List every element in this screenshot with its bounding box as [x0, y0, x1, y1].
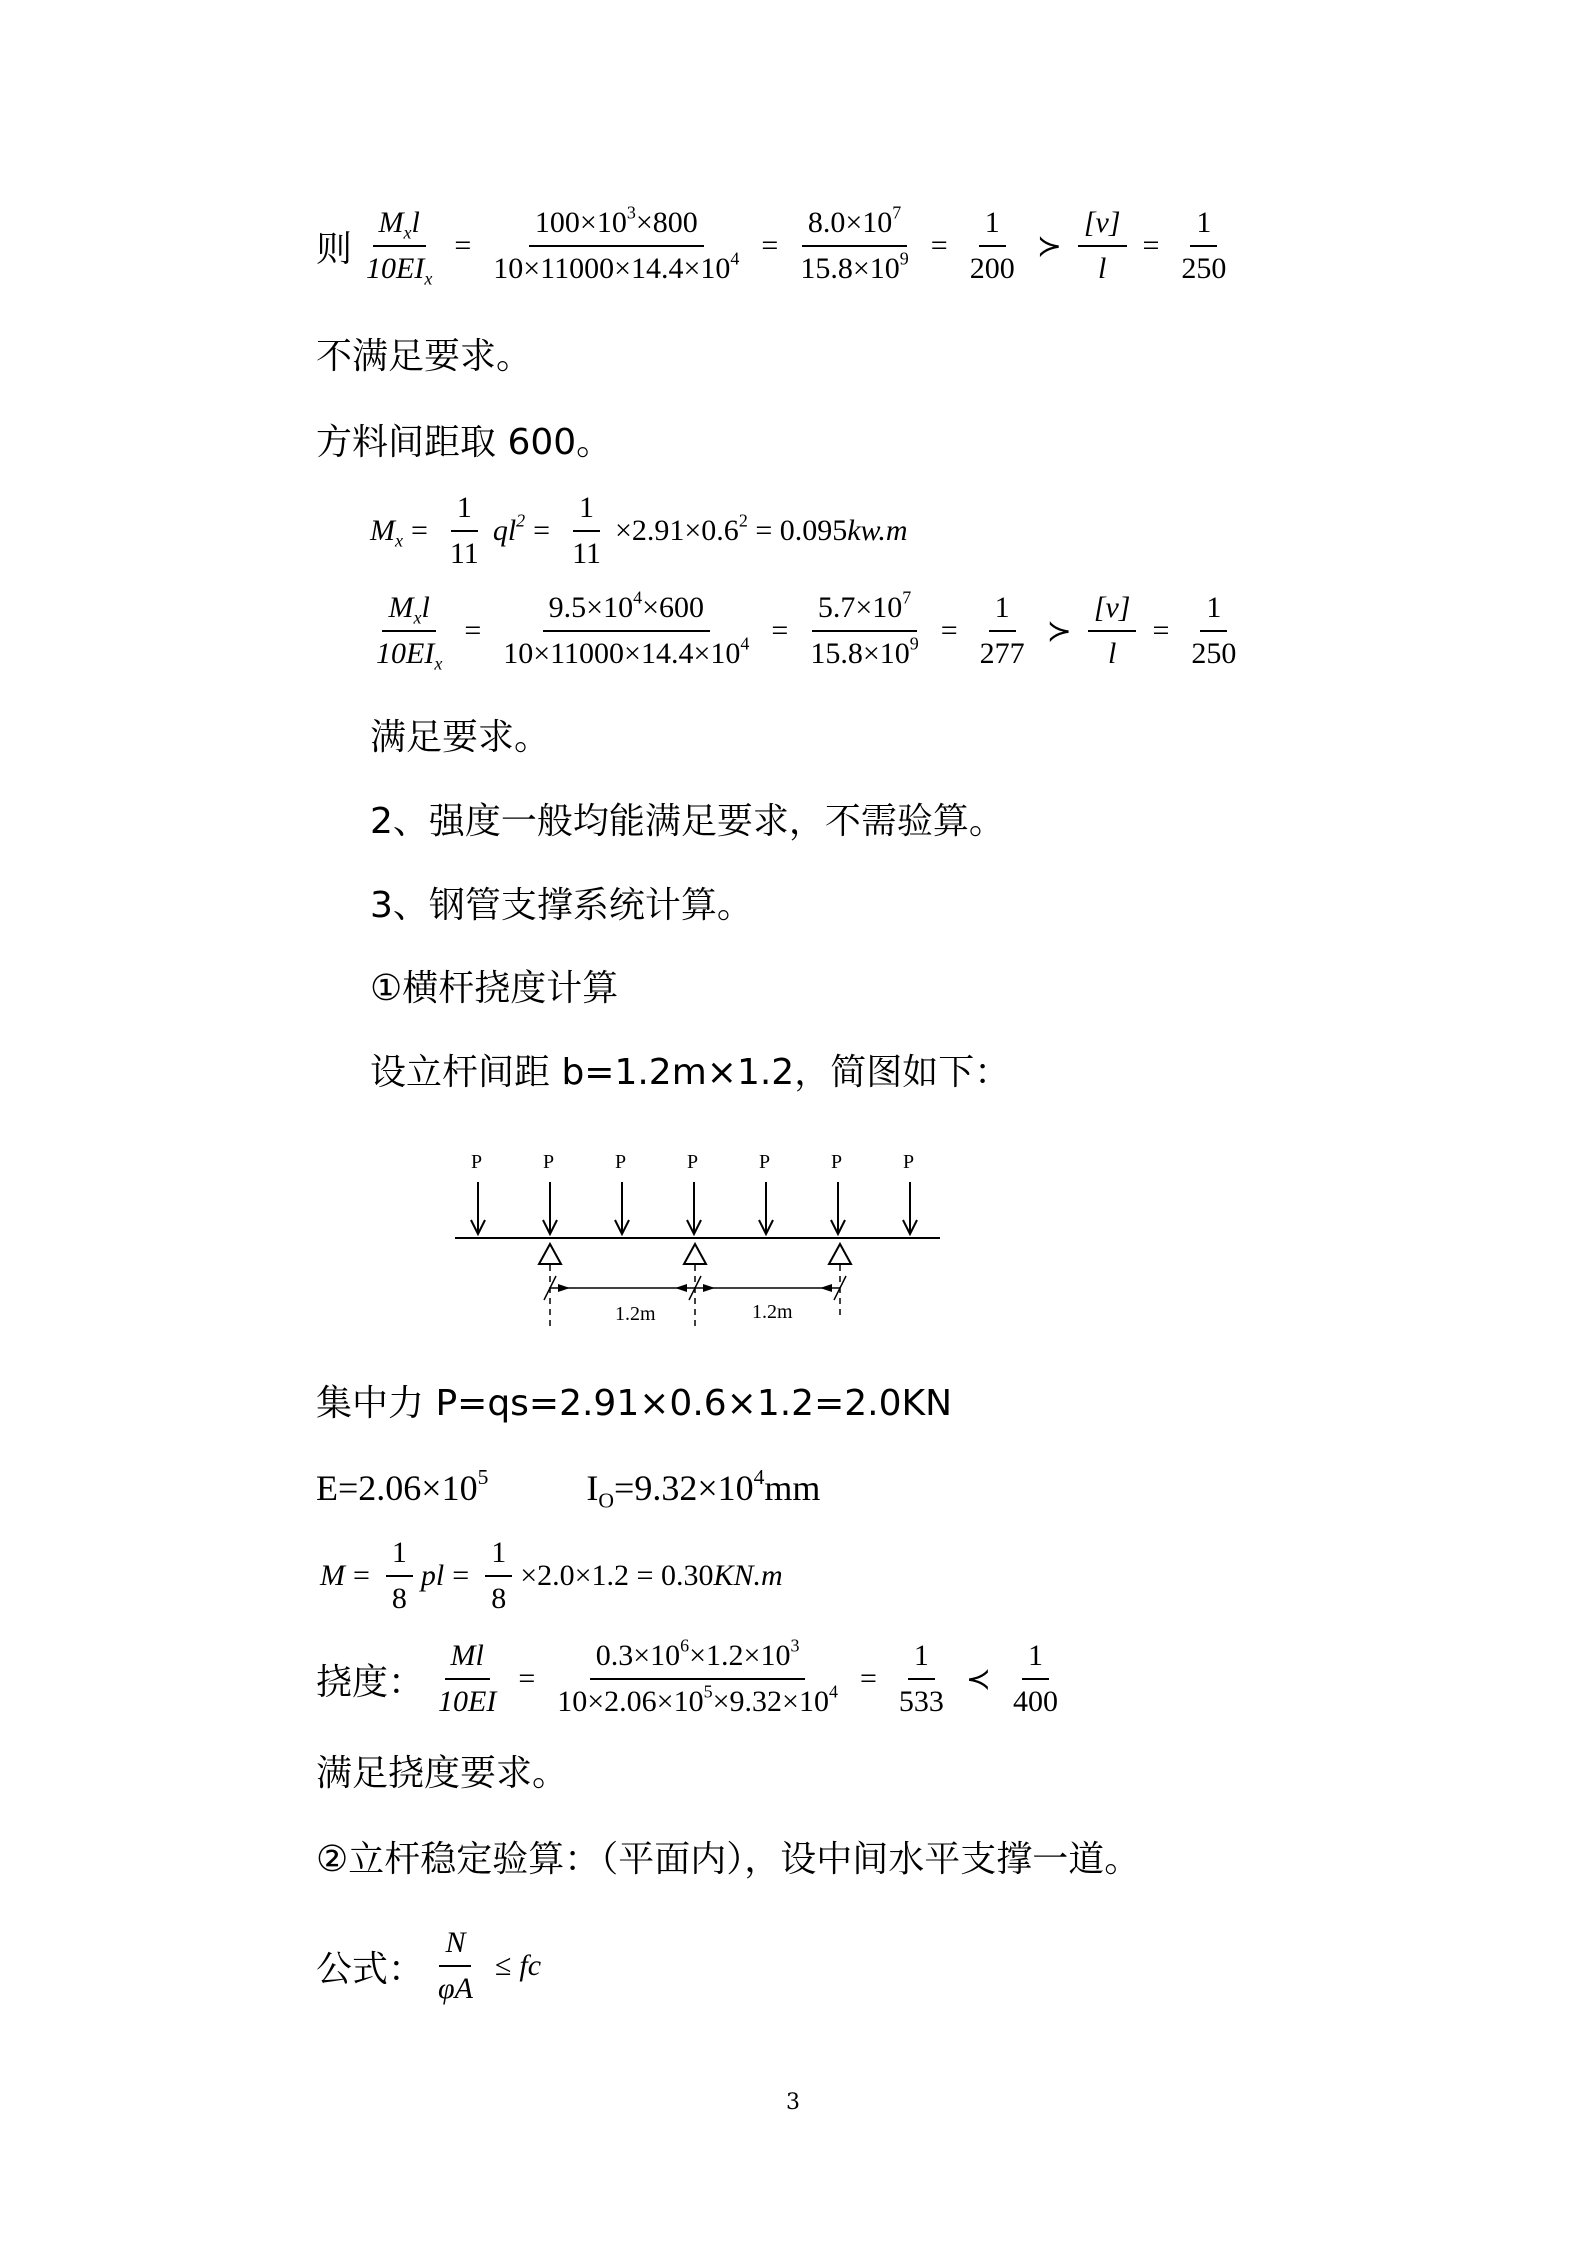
load-label: P: [831, 1151, 843, 1173]
fraction-limit: $\frac{[v]}{l}$: [1078, 205, 1127, 287]
dimension-arrow: [820, 1284, 832, 1292]
equation-deflection-check-600: $\frac{M_xl}{10EI_x}$ = $\frac{9.5\times 10^4\times 600}{10\times 11000\times 14.4\times 10^4}$ = $\frac{5.7\times 10^7}{15.8\times 10^9}$ = $\frac{1}{277}$ ≻ $\frac{[v]}{l}$ = $\frac{1}{250}$: [376, 587, 1237, 674]
support-triangle: [684, 1244, 706, 1264]
equation-prefix: 则: [316, 228, 353, 270]
text-steel-support: 3、钢管支撑系统计算。: [370, 885, 753, 926]
dimension-group: [544, 1265, 846, 1330]
equation-moment-m: M = $\frac{1}{8}$ pl = $\frac{1}{8}$ ×2.0×1.2 = 0.30KN.m: [320, 1536, 783, 1615]
load-label: P: [687, 1151, 699, 1173]
text-pole-spacing: 设立杆间距 b=1.2m×1.2，简图如下：: [370, 1052, 1011, 1093]
text-modulus-inertia: $E=2.06\times 10^5$ $I_O=9.32\times 10^4mm$: [316, 1464, 821, 1513]
load-label: P: [543, 1151, 555, 1173]
text-not-satisfied: 不满足要求。: [316, 336, 533, 377]
text-deflection-title: ①横杆挠度计算: [370, 968, 619, 1009]
beam-load-diagram: [440, 1140, 960, 1340]
equation-moment-mx: $M_x$ = $\frac{1}{11}$ $ql^2$ = $\frac{1}{11}$ $\times 2.91\times 0.6^2 = 0.095kw.m$: [370, 491, 908, 570]
fraction-values: $\frac{100\times 10^3\times 800}{10\times 11000\times 14.4\times 10^4}$: [493, 202, 740, 285]
support-triangle: [829, 1244, 851, 1264]
load-label: P: [903, 1151, 915, 1173]
equation-deflection-steel: 挠度： $\frac{Ml}{10EI}$ = $\frac{0.3\times 10^6\times 1.2\times 10^3}{10\times 2.06\times 10^5\times 9.32\times 10^4}$ = $\frac{1}{533}$ ≺ $\frac{1}{400}$: [316, 1635, 1059, 1718]
page-number: 3: [786, 2090, 800, 2115]
equation-deflection-check-800: 则 $\frac{M_xl}{10EI_x}$ = $\frac{100\times 10^3\times 800}{10\times 11000\times 14.4\times 10^4}$ = $\frac{8.0\times 10^7}{15.8\times 10^9}$ = $\frac{1}{200}$ ≻ $\frac{[v]}{l}$ = $\frac{1}{250}$: [316, 205, 1240, 287]
fraction-result: $\frac{8.0\times 10^7}{15.8\times 10^9}$: [800, 202, 909, 285]
fraction-ratio: $\frac{1}{200}$: [969, 206, 1015, 285]
dimension-arrow: [703, 1284, 715, 1292]
fraction-allowed: $\frac{1}{250}$: [1181, 206, 1227, 285]
load-label: P: [471, 1151, 483, 1173]
fraction-mxl-over-10eix: $\frac{M_xl}{10EI_x}$: [366, 206, 433, 289]
supports-group: [539, 1244, 851, 1264]
load-label: P: [759, 1151, 771, 1173]
text-spacing: 方料间距取 600。: [316, 422, 613, 463]
text-deflection-satisfied: 满足挠度要求。: [316, 1753, 569, 1794]
text-stability-check: ②立杆稳定验算：（平面内），设中间水平支撑一道。: [316, 1839, 1141, 1880]
text-satisfied: 满足要求。: [370, 717, 551, 758]
equation-formula: 公式： $\frac{N}{\varphi A}$ ≤ fc: [316, 1926, 542, 2005]
span-label-1: 1.2m: [615, 1303, 656, 1325]
text-concentrated-force: 集中力 P=qs=2.91×0.6×1.2=2.0KN: [316, 1383, 953, 1424]
text-strength: 2、强度一般均能满足要求，不需验算。: [370, 801, 1005, 842]
dimension-arrow: [675, 1284, 687, 1292]
loads-group: [471, 1151, 917, 1234]
support-triangle: [539, 1244, 561, 1264]
load-label: P: [615, 1151, 627, 1173]
dimension-arrow: [558, 1284, 570, 1292]
span-label-2: 1.2m: [752, 1301, 793, 1323]
